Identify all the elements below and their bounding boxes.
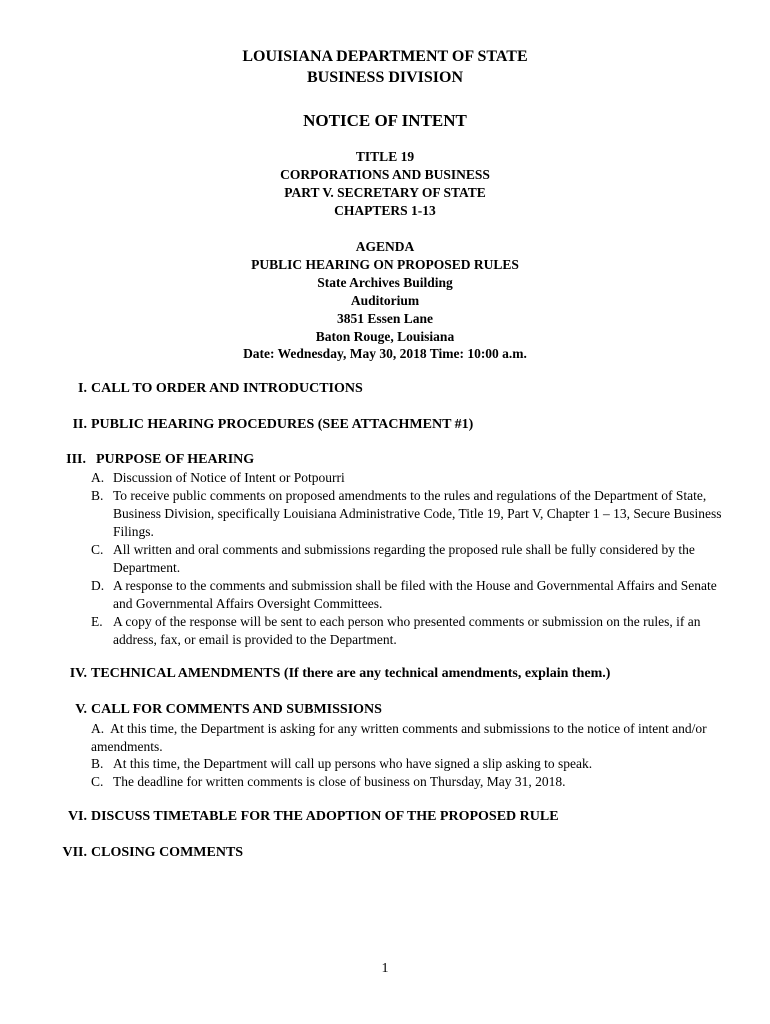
part-heading: PART V. SECRETARY OF STATE	[284, 185, 486, 200]
location-building: State Archives Building	[317, 275, 453, 290]
hearing-heading: PUBLIC HEARING ON PROPOSED RULES	[251, 257, 519, 272]
section-2	[72, 417, 474, 433]
item-text: A copy of the response will be sent to each person who presented comments or submission on the rules, if an address, fax, or email is provided to the Department.	[113, 614, 701, 647]
title-number: TITLE 19	[355, 149, 415, 164]
item-text: At this time, the Department will call up persons who have signed a slip asking to speak.	[113, 756, 593, 771]
page-number: 1	[381, 961, 389, 976]
location-room: Auditorium	[350, 293, 420, 308]
section-5	[75, 702, 382, 718]
item-text: Discussion of Notice of Intent or Potpourri	[113, 470, 345, 485]
location-address: 3851 Essen Lane	[336, 311, 434, 326]
item-text: To receive public comments on proposed amendments to the rules and regulations of the Department of State, Business Division, specifically Louisiana Administrative Code, Title 19, Part V, Chapter 1 – 13, Secure Business Filings.	[113, 488, 722, 539]
section-number: I.	[78, 381, 87, 396]
section-1	[78, 381, 363, 397]
location-city: Baton Rouge, Louisiana	[315, 329, 455, 344]
item-text: At this time, the Department is asking for any written comments and submissions to the notice of intent and/or amendments.	[91, 721, 707, 754]
list-item	[91, 773, 731, 791]
item-label: A.	[91, 721, 105, 736]
section-number: VI.	[67, 809, 87, 824]
section-title: CLOSING COMMENTS	[91, 845, 244, 860]
section-number: III.	[66, 452, 86, 467]
list-item	[91, 469, 731, 487]
section-number: II.	[72, 417, 87, 432]
list-item	[91, 541, 731, 577]
agenda-heading: AGENDA	[355, 239, 415, 254]
item-label: E.	[91, 614, 103, 629]
item-label: D.	[91, 578, 105, 593]
list-item	[91, 613, 731, 649]
section-title: DISCUSS TIMETABLE FOR THE ADOPTION OF THE PROPOSED RULE	[91, 809, 559, 824]
item-text: A response to the comments and submission shall be filed with the House and Governmental Affairs and Senate and Governmental Affairs Oversight Committees.	[113, 578, 717, 611]
item-label: A.	[91, 470, 105, 485]
section-3	[66, 452, 255, 468]
list-item	[91, 487, 731, 540]
section-7	[62, 845, 244, 861]
item-label: C.	[91, 774, 104, 789]
department-title: LOUISIANA DEPARTMENT OF STATE	[242, 48, 528, 65]
section-number: IV.	[69, 666, 87, 681]
section-4	[69, 666, 611, 682]
section-number: V.	[75, 702, 87, 717]
chapters-heading: CHAPTERS 1-13	[334, 203, 436, 218]
section-title: CALL TO ORDER AND INTRODUCTIONS	[91, 381, 363, 396]
list-item	[91, 577, 731, 613]
section-title: PUBLIC HEARING PROCEDURES (SEE ATTACHMENT #1)	[91, 417, 474, 432]
item-text: All written and oral comments and submissions regarding the proposed rule shall be fully considered by the Department.	[113, 542, 695, 575]
section-title: CALL FOR COMMENTS AND SUBMISSIONS	[91, 702, 382, 717]
section-number: VII.	[62, 845, 87, 860]
title-subject: CORPORATIONS AND BUSINESS	[280, 167, 490, 182]
item-label: C.	[91, 542, 104, 557]
item-label: B.	[91, 756, 104, 771]
section-6	[67, 809, 559, 825]
notice-title: NOTICE OF INTENT	[303, 111, 467, 130]
list-item	[91, 720, 721, 756]
section-title: PURPOSE OF HEARING	[96, 452, 255, 467]
list-item	[91, 755, 731, 773]
hearing-datetime: Date: Wednesday, May 30, 2018 Time: 10:00 a.m.	[243, 346, 527, 361]
item-text: The deadline for written comments is close of business on Thursday, May 31, 2018.	[113, 774, 566, 789]
section-title: TECHNICAL AMENDMENTS (If there are any technical amendments, explain them.)	[91, 666, 611, 681]
item-label: B.	[91, 488, 104, 503]
division-title: BUSINESS DIVISION	[306, 69, 464, 86]
